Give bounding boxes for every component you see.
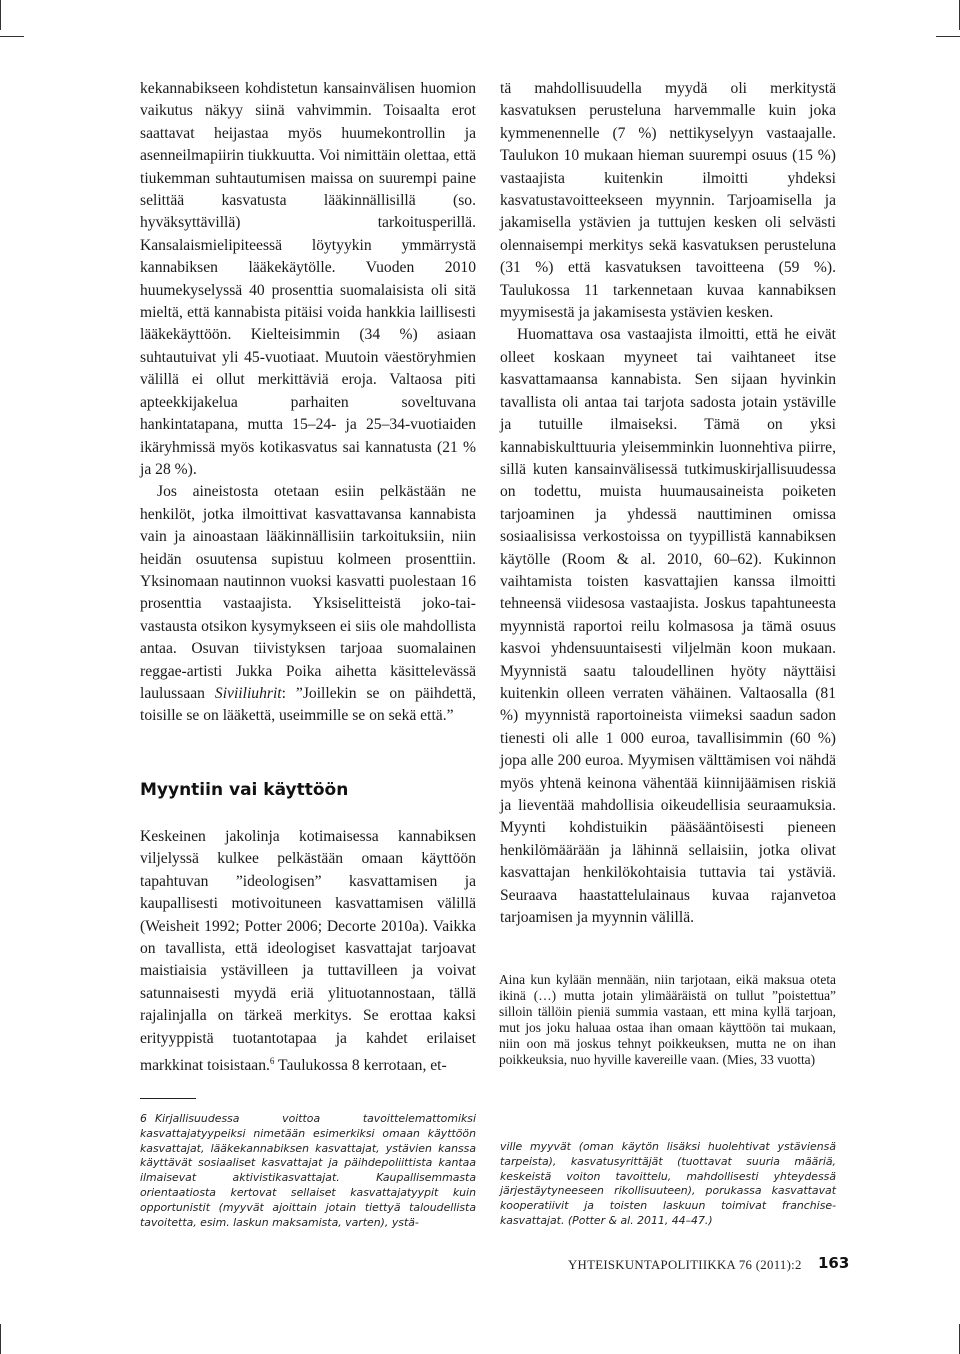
interview-quote: Aina kun kylään mennään, niin tarjotaan, eikä maksua oteta ikinä (…) mutta jotain ylimääräistä on tullut ”poistettua” silloin tällöin pieniä summia vastaan, ett mina kyllä tarjoan, mut jos joku haluaa ostaa ihan omaan käyttöön tai mukaan, niin oon mä joskus tehnyt poikkeuksen, mutta ne on ihan poikkeuksia, nuo hyville kavereille vaan. (Mies, 33 vuotta)	[499, 972, 836, 1067]
crop-mark	[0, 0, 1, 30]
paragraph-text: Jos aineistosta otetaan esiin pelkästään ne henkilöt, jotka ilmoittivat kasvattavansa kannabista vain ja ainoastaan lääkinnällisiin tarkoituksiin, niin heidän osuutensa supistuu kolmeen prosenttiin. Yksinomaan nautinnon vuoksi kasvatti puolestaan 16 prosenttia vastaajista. Yksiselitteistä joko-tai-vastausta otsikon kysymykseen ei siis ole mahdollista antaa. Osuvan tiivistyksen tarjoaa suomalainen reggae-artisti Jukka Poika aihetta käsittelevässä laulussaan	[140, 483, 476, 702]
paragraph-text: Keskeinen jakolinja kotimaisessa kannabiksen viljelyssä kulkee pelkästään omaan käyttöön tapahtuvan ”ideologisen” kasvattamisen ja kaupallisesti motivoituneen kasvattamisen välillä (Weisheit 1992; Potter 2006; Decorte 2010a). Vaikka on tavallista, että ideologiset kasvattajat tarjoavat maistiaisia ystävilleen ja tuttavilleen ja voivat satunnaisesti myydä eriä ylituotannostaan, tällä rajalinjalla on tärkeä merkitys. Se erottaa kaksi erityyppistä tuotantotapaa ja kahdet erilaiset markkinat toisistaan.	[140, 828, 476, 1075]
page-number: 163	[818, 1254, 850, 1272]
journal-title: YHTEISKUNTAPOLITIIKKA 76 (2011):2	[568, 1258, 802, 1272]
footnote-reference[interactable]: 6	[269, 1056, 275, 1067]
crop-mark	[0, 36, 24, 37]
footnote-number: 6	[140, 1112, 147, 1125]
footnote-rule	[140, 1098, 196, 1099]
crop-mark	[0, 1324, 1, 1354]
section-body	[140, 826, 476, 1078]
right-column-body	[500, 78, 836, 929]
left-column-body	[140, 78, 476, 728]
footnote-left	[140, 1112, 476, 1230]
paragraph: tä mahdollisuudella myydä oli merkitystä kasvatuksen perusteluna harvemmalle kuin joka kymmenennelle (7 %) nettikyselyyn vastaajalle. Taulukon 10 mukaan hieman suurempi osuus (15 %) vastaajista kuitenkin ilmoitti yhdeksi kasvatustavoitteekseen myynnin. Tarjoamisella ja jakamisella ystävien ja tuttujen kesken oli selvästi olennaisempi merkitys sekä kasvatuksen perusteluna (31 %) että kasvatuksen tavoitteena (59 %). Taulukossa 11 tarkennetaan kuvaa kannabiksen myymisestä ja jakamisesta ystävien kesken.	[500, 80, 836, 322]
paragraph	[140, 826, 476, 1078]
paragraph: Huomattava osa vastaajista ilmoitti, että he eivät olleet koskaan myyneet tai vaihtaneet itse kasvattamaansa kannabista. Sen sijaan hyvinkin tavallista oli antaa tai tarjota sadosta jotain ystäville ja tutuille ilmaiseksi. Tämä on yksi kannabiskulttuuria yleisemminkin luonnehtiva piirre, sillä kuten kansainvälisessä tutkimuskirjallisuudessa on todettu, muista huumausaineista poiketen tarjoaminen ja yhdessä nauttiminen omissa sosiaalisissa verkostoissa on tyypillistä kannabiksen käytölle (Room & al. 2010, 60–62). Kukinnon vaihtamista toisten kasvattajien kanssa ilmoitti tehneensä viidesosa vastaajista. Joskus tapahtuneesta myynnistä raportoi reilu kolmasosa ja tämä osuus kasvoi yhdensuuntaisesti viljelmän koon mukaan. Myynnistä saatu taloudellinen hyöty näyttäisi kuitenkin olleen verraten vähäinen. Valtaosalla (81 %) myynnistä raportoineista viimeksi saadun sadon tienesti oli alle 1 000 euroa, tavallisimmin (60 %) jopa alle 200 euroa. Myymisen välttämisen voi nähdä myös yhtenä keinona vähentää kiinnijäämisen riskiä ja lieventää mahdollisia oikeudellisia seuraamuksia. Myynti kohdistuikin pääsääntöisesti pieneen henkilömäärään ja lähinnä sellaisiin, jotka olivat kasvattajan henkilökohtaisia tuttavia tai ystäviä. Seuraava haastattelulainaus kuvaa rajanvetoa tarjoamisen ja myynnin välillä.	[500, 326, 836, 927]
crop-mark	[936, 36, 960, 37]
footnote-right: ville myyvät (oman käytön lisäksi huolehtivat ystäviensä tarpeista), kasvatusyrittäjät (tuottavat suuria määriä, keskeistä voiton tavoittelu, mahdollisesti yhteydessä järjestäytyneeseen rikollisuuteen), porukassa kasvattavat kooperatiivit ja toisten laskuun toimivat franchise-kasvattajat. (Potter & al. 2011, 44–47.)	[500, 1140, 836, 1227]
paragraph	[140, 481, 476, 727]
paragraph-text: Taulukossa 8 kerrotaan, et-	[274, 1057, 447, 1075]
song-quote: : ”Joillekin se on päihdettä, toisille se on lääkettä, useimmille se on sekä että.”	[140, 684, 476, 725]
song-title: Siviiliuhrit	[214, 684, 282, 702]
paragraph: kekannabikseen kohdistetun kansainvälisen huomion vaikutus näkyy siinä vahvimmin. Toisaalta erot saattavat heijastaa myös huumekontrollin ja asenneilmapiirin tiukkuutta. Voi nimittäin olettaa, että tiukemman suhtautumisen maissa on suurempi paine selittää kasvatusta lääkinnällisillä (so. hyväksyttävillä) tarkoitusperillä. Kansalaismielipiteessä löytyykin ymmärrystä kannabiksen lääkekäytölle. Vuoden 2010 huumekyselyssä 40 prosenttia suomalaisista oli sitä mieltä, että kannabista pitäisi voida hankkia laillisesti lääkekäyttöön. Kielteisimmin (34 %) asiaan suhtautuivat yli 45-vuotiaat. Muutoin väestöryhmien välillä ei ollut merkittäviä eroja. Valtaosa piti apteekkijakelua parhaiten soveltuvana hankintatapana, mutta 15–24- ja 25–34-vuotiaiden ikäryhmissä myös kotikasvatus sai kannatusta (21 % ja 28 %).	[140, 80, 476, 478]
footnote-text: Kirjallisuudessa voittoa tavoittelemattomiksi kasvattajatyypeiksi nimetään esimerkiksi omaan käyttöön kasvattajat, lääkekannabiksen kasvattajat, ystävien kanssa käyttävät sosiaaliset kasvattajat ja päihdepoliittista kantaa ilmaisevat aktivistikasvattajat. Kaupallisemmasta orientaatiosta kertovat sellaiset kasvattajatyypit kuin opportunistit (myyvät ajoittain jotain tiettyä taloudellista tavoitetta, esim. laskun maksamista, varten), ystä-	[140, 1112, 476, 1229]
section-heading: Myyntiin vai käyttöön	[140, 780, 349, 800]
